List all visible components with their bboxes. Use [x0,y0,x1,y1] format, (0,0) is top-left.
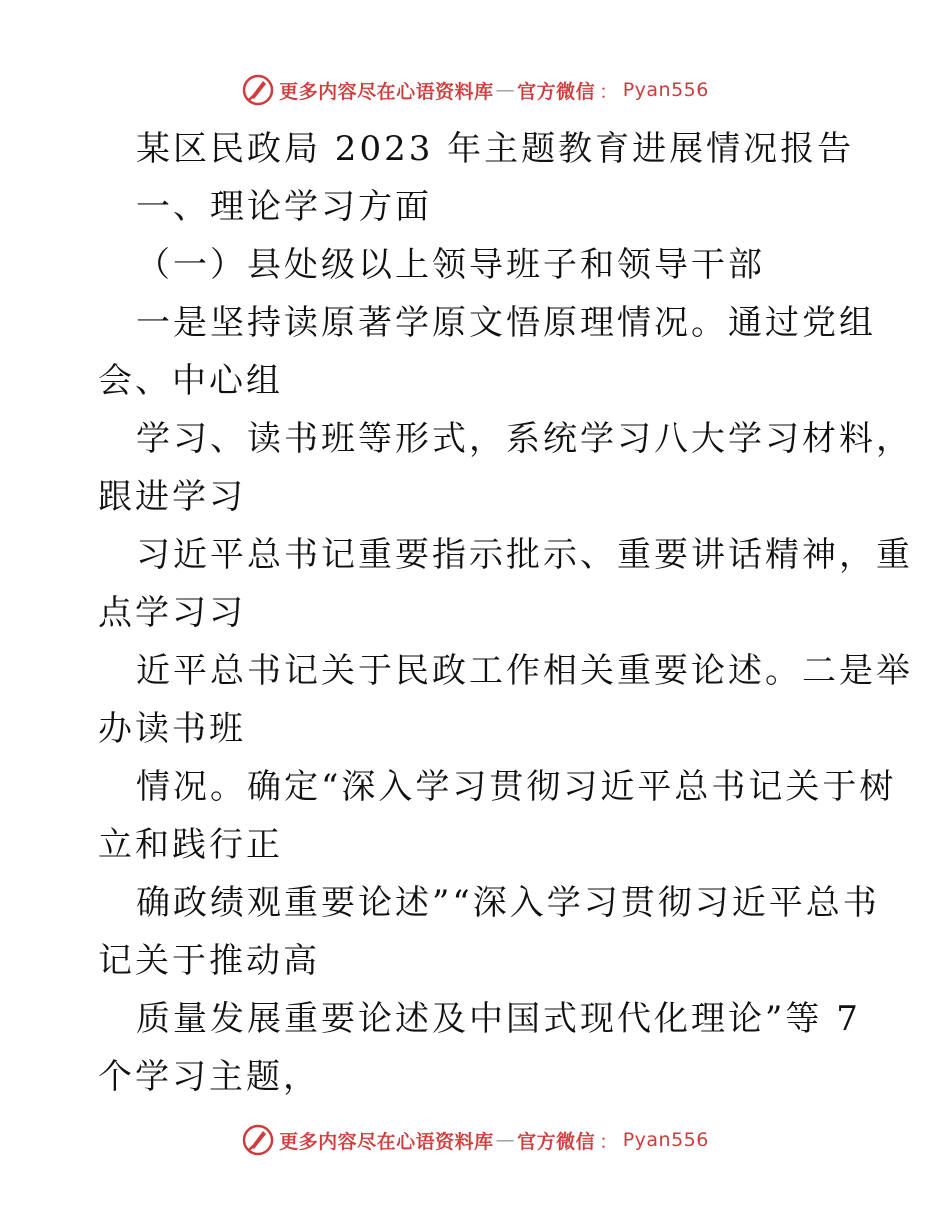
watermark-dash: — [495,79,516,101]
paragraph-line: 习近平总书记重要指示批示、重要讲话精神，重 [136,535,913,575]
subsection-heading: （一）县处级以上领导班子和领导干部 [136,245,765,285]
watermark-wechat-id: Pyan556 [622,79,709,101]
watermark-wechat-label: 官方微信 [517,80,596,103]
paragraph-line: 确政绩观重要论述”“深入学习贯彻习近平总书 [136,883,880,923]
watermark-text [279,1127,709,1154]
paragraph-line: 会、中心组 [98,361,283,401]
watermark-separator: ： [599,80,619,103]
quill-logo-icon [241,1123,275,1157]
watermark-dash: — [495,1129,516,1151]
paragraph-line: 跟进学习 [98,477,246,517]
paragraph-line: 个学习主题， [98,1057,320,1097]
document-body [98,120,913,1106]
paragraph-line: 近平总书记关于民政工作相关重要论述。二是举 [136,651,913,691]
paragraph-line: 情况。确定“深入学习贯彻习近平总书记关于树 [136,767,897,807]
paragraph-line: 点学习习 [98,593,246,633]
paragraph-line: 质量发展重要论述及中国式现代化理论”等 7 [136,999,861,1039]
paragraph-line: 记关于推动高 [98,941,320,981]
paragraph-line: 办读书班 [98,709,246,749]
watermark-wechat-id: Pyan556 [622,1129,709,1151]
watermark-brand: 更多内容尽在心语资料库 [279,1130,494,1153]
watermark-text [279,77,709,104]
watermark-wechat-label: 官方微信 [517,1130,596,1153]
watermark-separator: ： [599,1130,619,1153]
document-title: 某区民政局 2023 年主题教育进展情况报告 [136,129,855,169]
quill-logo-icon [241,73,275,107]
header-watermark [0,70,950,110]
paragraph-line: 学习、读书班等形式，系统学习八大学习材料， [136,419,913,459]
section-heading: 一、理论学习方面 [136,187,432,227]
paragraph-line: 一是坚持读原著学原文悟原理情况。通过党组 [136,303,876,343]
paragraph-line: 立和践行正 [98,825,283,865]
watermark-brand: 更多内容尽在心语资料库 [279,80,494,103]
footer-watermark [0,1120,950,1160]
